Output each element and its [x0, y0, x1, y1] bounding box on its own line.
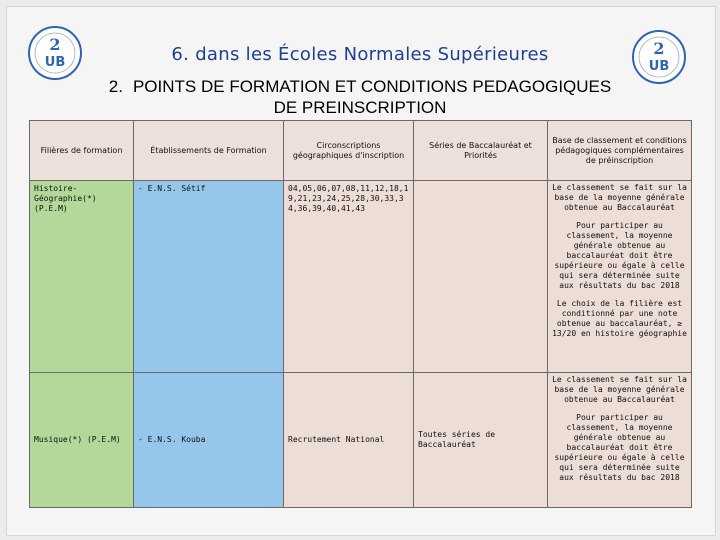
- header-series: Séries de Baccalauréat et Priorités: [414, 121, 548, 181]
- cell-circonscriptions: 04,05,06,07,08,11,12,18,19,21,23,24,25,28,30,33,34,36,39,40,41,43: [284, 181, 414, 373]
- cell-notes: [548, 373, 692, 508]
- table-row: [30, 181, 692, 373]
- cell-filiere: Histoire-Géographie(*) (P.E.M): [30, 181, 134, 373]
- header-filieres: Filières de formation: [30, 121, 134, 181]
- svg-text:UB: UB: [648, 59, 670, 74]
- cell-filiere: Musique(*) (P.E.M): [30, 373, 134, 508]
- slide-subtitle: 6. dans les Écoles Normales Supérieures: [171, 44, 549, 65]
- cell-etablissement: - E.N.S. Sétif: [134, 181, 284, 373]
- heading-number: 2.: [108, 77, 123, 96]
- heading-line1: POINTS DE FORMATION ET CONDITIONS PEDAGOGIQUES: [132, 77, 612, 96]
- formation-table: [29, 120, 692, 508]
- note-participation: Pour participer au classement, la moyenne générale obtenue au baccalauréat doit être supérieure ou égale à celle qui sera déterminée suite aux résultats du bac 2018: [554, 413, 685, 482]
- table-row: [30, 373, 692, 508]
- note-classement: Le classement se fait sur la base de la moyenne générale obtenue au Baccalauréat: [552, 375, 687, 404]
- svg-text:UB: UB: [44, 55, 66, 70]
- note-participation: Pour participer au classement, la moyenne générale obtenue au baccalauréat doit être supérieure ou égale à celle qui sera déterminée suite aux résultats du bac 2018: [554, 221, 685, 290]
- cell-series: [414, 181, 548, 373]
- slide-heading: [30, 76, 690, 118]
- cell-etablissement: - E.N.S. Kouba: [134, 373, 284, 508]
- svg-text:2: 2: [653, 39, 665, 58]
- cell-series: Toutes séries de Baccalauréat: [414, 373, 548, 508]
- note-choix-filiere: Le choix de la filière est conditionné par une note obtenue au baccalauréat, ≥ 13/20 en histoire géographie: [552, 299, 687, 338]
- header-base-classement: Base de classement et conditions pédagogiques complémentaires de préinscription: [548, 121, 692, 181]
- cell-circonscriptions: Recrutement National: [284, 373, 414, 508]
- table-header-row: [30, 121, 692, 181]
- heading-line2: DE PREINSCRIPTION: [273, 98, 447, 117]
- svg-text:2: 2: [49, 35, 61, 54]
- header-etablissements: Établissements de Formation: [134, 121, 284, 181]
- cell-notes: [548, 181, 692, 373]
- header-circonscriptions: Circonscriptions géographiques d'inscription: [284, 121, 414, 181]
- note-classement: Le classement se fait sur la base de la moyenne générale obtenue au Baccalauréat: [552, 183, 687, 212]
